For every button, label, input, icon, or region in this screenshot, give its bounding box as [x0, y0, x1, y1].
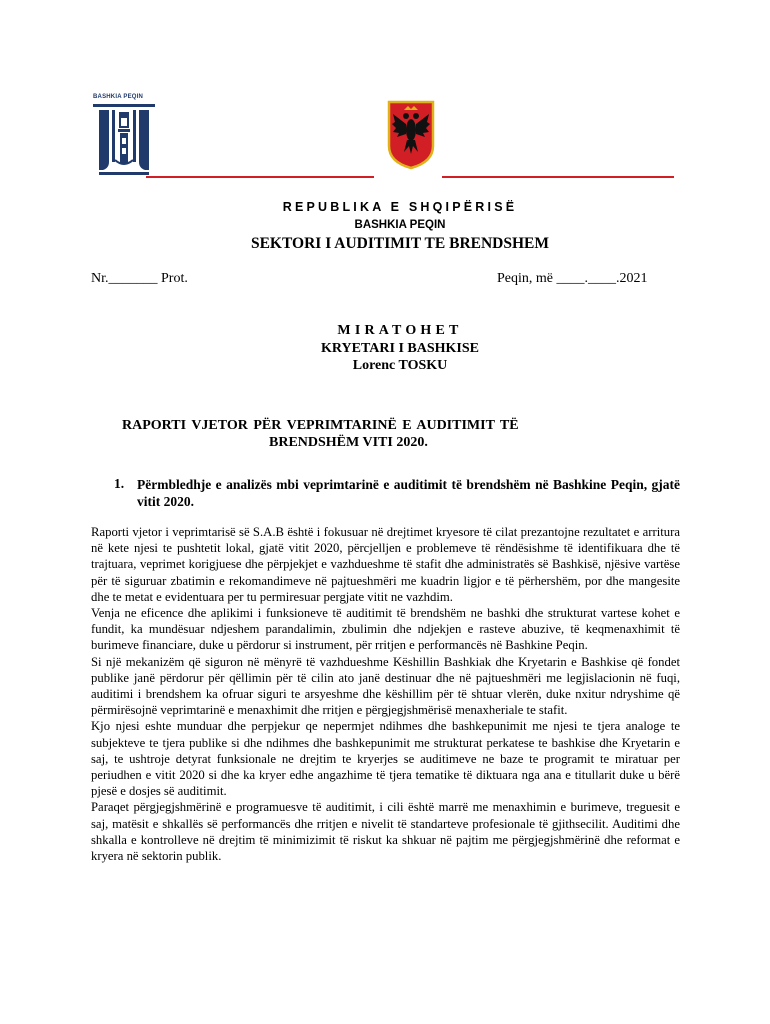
place-date: Peqin, më ____.____.2021: [497, 271, 648, 286]
header-rule-right: [442, 176, 674, 178]
approval-heading: MIRATOHET: [337, 323, 463, 338]
report-body: [91, 524, 680, 864]
approver-role: KRYETARI I BASHKISE: [321, 341, 479, 356]
report-title-line-2: BRENDSHËM VITI 2020.: [269, 435, 428, 450]
body-paragraph: Kjo njesi eshte munduar dhe perpjekur qe nepermjet ndihmes dhe bashkepunimit me njesi te tjera analoge te subjekteve te tjera publike si dhe ndihmes dhe bashkepunimit me strukturat perkatese te bashkise dhe Kryetarin e saj, te ushtroje detyrat funksionale ne drejtim te kryerjes se auditimeve ne baze te programit te miratuar per periudhen e vitit 2020 si dhe ka kryer edhe angazhime të tjera tematike të diktuara nga ana e titullarit duke u bërë pjesë e dosjes së auditimit.: [91, 719, 680, 799]
body-paragraph: Venja ne eficence dhe aplikimi i funksioneve të auditimit të brendshëm ne bashki dhe strukturat vartese kohet e fundit, ka mundësuar ndjeshem parandalimin, zbulimin dhe ndjekjen e rasteve abuzive, të keqmenaxhimit të burimeve financiare, duke u përdorur si instrument, për rritjen e performancës në Bashkine Peqin.: [91, 606, 680, 653]
body-paragraph: Si një mekanizëm që siguron në mënyrë të vazhdueshme Këshillin Bashkiak dhe Kryetarin e Bashkise që fondet publike janë përdorur për qëllimin për të cilin ato janë destinuar dhe në pajtueshmëri me legjislacionin në fuqi, auditimi i brendshem ka ofruar siguri te arsyeshme dhe këshillim për të shtuar vlerën, duke nxitur ndryshime që përmirësojnë veprimtarinë e menaxhimit dhe rritjen e përgjegjshmërisë menaxheriale te stafit.: [91, 654, 680, 718]
section-heading: Përmbledhje e analizës mbi veprimtarinë e auditimit të brendshëm në Bashkine Peqin, gjatë vitit 2020.: [137, 477, 680, 509]
header-rule-left: [146, 176, 374, 178]
bashkia-peqin-logo: [93, 94, 155, 176]
municipality-heading: BASHKIA PEQIN: [354, 219, 446, 231]
albania-coat-of-arms-icon: [387, 100, 435, 170]
approver-name: Lorenc TOSKU: [352, 358, 448, 373]
sector-heading: SEKTORI I AUDITIMIT TE BRENDSHEM: [250, 235, 550, 252]
section-number: 1.: [114, 476, 125, 491]
report-title-line-1: RAPORTI VJETOR PËR VEPRIMTARINË E AUDITIMIT TË: [122, 418, 519, 433]
protocol-number: Nr._______ Prot.: [91, 271, 188, 286]
bashkia-peqin-logo-icon: [93, 102, 155, 176]
logo-text: BASHKIA PEQIN: [93, 94, 144, 100]
body-paragraph: Paraqet përgjegjshmërinë e programuesve të auditimit, i cili është marrë me menaxhimin e burimeve, treguesit e saj, matësit e shkallës së performancës dhe rritjen e nivelit të standarteve profesionale të gjithsecilit. Auditimi dhe shkalla e kontrolleve në drejtim të minimizimit të riskut ka shkuar në pajtim me përgjegjshmërinë dhe reformat e kryera në sektorin publik.: [91, 800, 680, 864]
body-paragraph: Raporti vjetor i veprimtarisë së S.A.B është i fokusuar në drejtimet kryesore të cilat prezantojne rezultatet e arritura në kete njesi te pushtetit lokal, gjatë vitit 2020, përcjelljen e problemeve të rëndësishme të identifikuara dhe të trajtuara, veprimet korigjuese dhe përpjekjet e vazhdueshme të stafit dhe administratës së Bashkisë, njësive vartëse për të siguruar zbatimin e rekomandimeve në pajtueshmëri me kuadrin ligjor e të përhershëm, por dhe mangesite dhe te metat e evidentuara per tu permiresuar pergjate vitit ne vazhdim.: [91, 525, 680, 604]
republic-heading: REPUBLIKA E SHQIPËRISË: [282, 200, 518, 214]
